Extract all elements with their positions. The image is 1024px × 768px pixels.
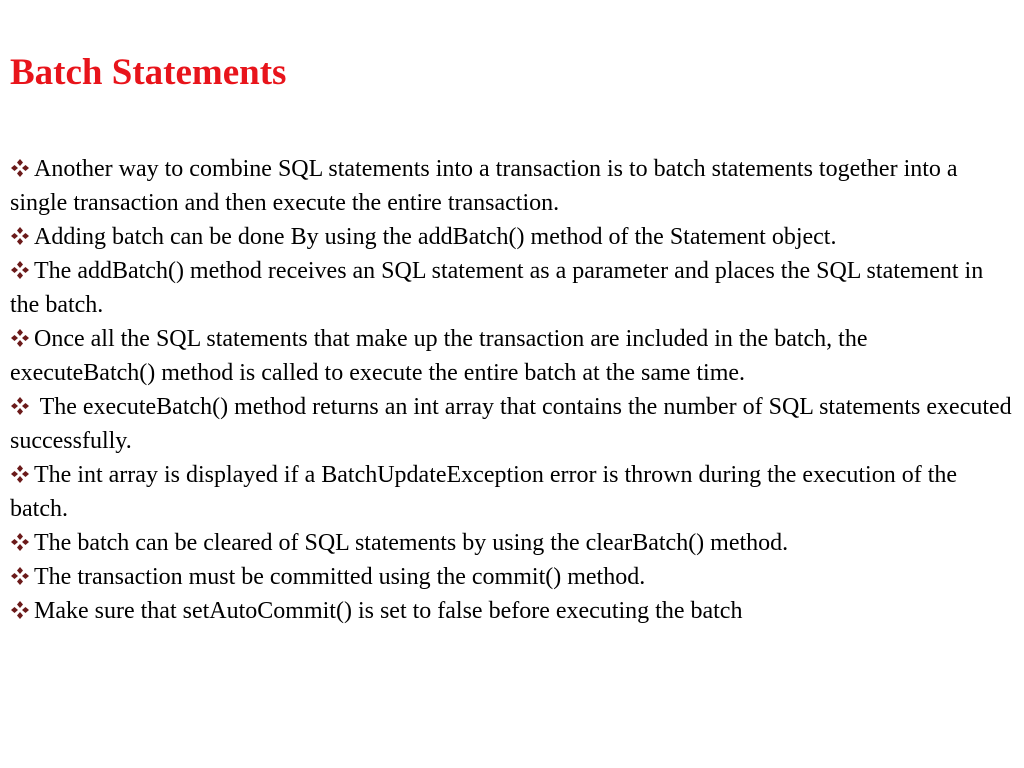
bullet-text: Another way to combine SQL statements into a transaction is to batch statements together into a single transaction and then execute the entire transaction. <box>10 156 958 216</box>
bullet-text: The addBatch() method receives an SQL statement as a parameter and places the SQL statement in the batch. <box>10 258 984 318</box>
four-diamond-bullet-icon <box>10 396 30 416</box>
bullet-text: Make sure that setAutoCommit() is set to false before executing the batch <box>34 598 743 624</box>
four-diamond-bullet-icon <box>10 328 30 348</box>
four-diamond-bullet-icon <box>10 464 30 484</box>
four-diamond-bullet-icon <box>10 260 30 280</box>
four-diamond-bullet-icon <box>10 532 30 552</box>
bullet-text: The int array is displayed if a BatchUpdateException error is thrown during the execution of the batch. <box>10 462 958 522</box>
four-diamond-bullet-icon <box>10 226 30 246</box>
bullet-item <box>10 526 1014 560</box>
slide-title: Batch Statements <box>10 52 287 93</box>
bullet-text: The transaction must be committed using the commit() method. <box>34 564 646 590</box>
bullet-list <box>10 152 1018 628</box>
bullet-item <box>10 594 1014 628</box>
bullet-text: Once all the SQL statements that make up the transaction are included in the batch, the executeBatch() method is called to execute the entire batch at the same time. <box>10 326 868 386</box>
bullet-item <box>10 458 1014 526</box>
bullet-item <box>10 560 1014 594</box>
four-diamond-bullet-icon <box>10 158 30 178</box>
bullet-item <box>10 322 1014 390</box>
bullet-item <box>10 390 1018 458</box>
bullet-item <box>10 152 1014 220</box>
bullet-text: The executeBatch() method returns an int array that contains the number of SQL statements executed successfully. <box>10 394 1018 454</box>
bullet-item <box>10 254 1014 322</box>
bullet-text: Adding batch can be done By using the addBatch() method of the Statement object. <box>34 224 837 250</box>
bullet-item <box>10 220 1014 254</box>
four-diamond-bullet-icon <box>10 566 30 586</box>
four-diamond-bullet-icon <box>10 600 30 620</box>
bullet-text: The batch can be cleared of SQL statements by using the clearBatch() method. <box>34 530 789 556</box>
